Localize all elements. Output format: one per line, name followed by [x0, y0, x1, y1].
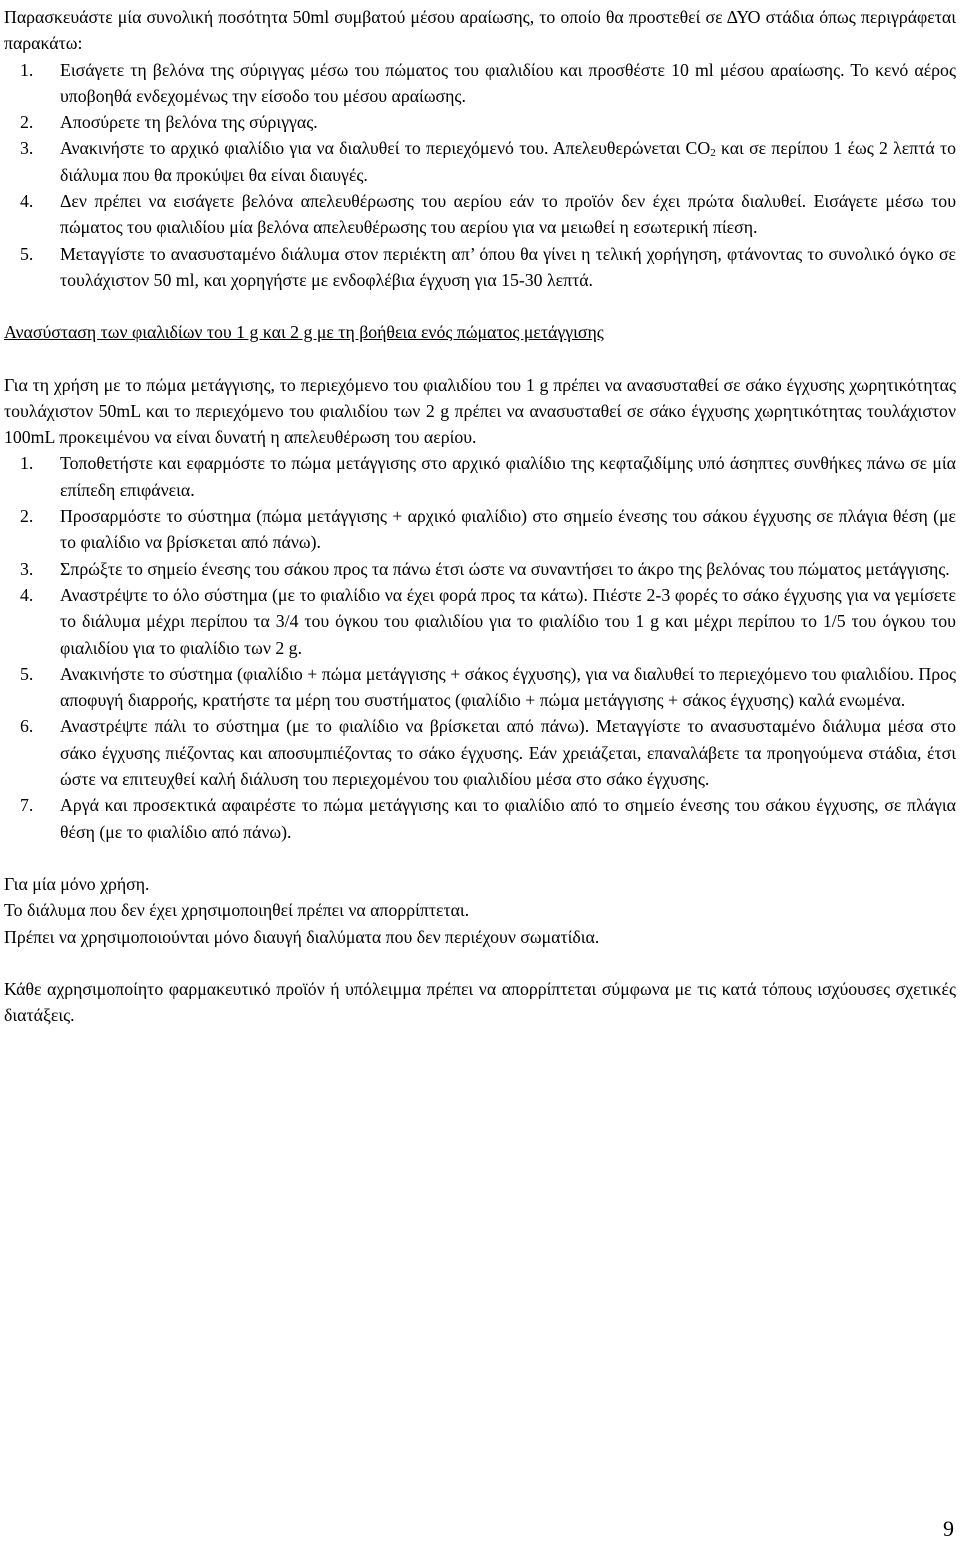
list-item: 3. Ανακινήστε το αρχικό φιαλίδιο για να διαλυθεί το περιεχόμενό του. Απελευθερώνεται $CO_2$ και σε περίπου 1 έως 2 λεπτά το διάλυμα που θα προκύψει θα είναι διαυγές. [20, 138, 956, 185]
step-text: Αποσύρετε τη βελόνα της σύριγγας. [60, 112, 318, 133]
step-text: και σε περίπου 1 έως 2 λεπτά το διάλυμα που θα προκύψει θα είναι διαυγές. [60, 138, 956, 185]
document-page [4, 4, 956, 1028]
step-text: Αναστρέψτε πάλι το σύστημα (με το φιαλίδιο να βρίσκεται από πάνω). Μεταγγίστε το ανασυσταμένο διάλυμα μέσα στο σάκο έγχυσης πιέζοντας και αποσυμπιέζοντας το σάκο έγχυσης. Εάν χρειάζεται, επαναλάβετε τα προηγούμενα στάδια, έτσι ώστε να επιτευχθεί καλή διάλυση του περιεχομένου του φιαλιδίου μέσα στο σάκο έγχυσης. [60, 716, 956, 790]
intro-paragraph: Παρασκευάστε μία συνολική ποσότητα 50ml συμβατού μέσου αραίωσης, το οποίο θα προστεθεί σε ΔΥΟ στάδια όπως περιγράφεται παρακάτω: [4, 7, 956, 54]
page-number: 9 [943, 1516, 954, 1541]
section-heading: Ανασύσταση των φιαλιδίων του 1 g και 2 g με τη βοήθεια ενός πώματος μετάγγισης [4, 322, 604, 343]
step-text: Τοποθετήστε και εφαρμόστε το πώμα μετάγγισης στο αρχικό φιαλίδιο της κεφταζιδίμης υπό άσηπτες συνθήκες πάνω σε μία επίπεδη επιφάνεια. [60, 453, 956, 500]
step-text: Σπρώξτε το σημείο ένεσης του σάκου προς τα πάνω έτσι ώστε να συναντήσει το άκρο της βελόνας του πώματος μετάγγισης. [60, 558, 950, 579]
section-paragraph: Για τη χρήση με το πώμα μετάγγισης, το περιεχόμενο του φιαλιδίου του 1 g πρέπει να ανασυσταθεί σε σάκο έγχυσης χωρητικότητας τουλάχιστον 50mL και το περιεχόμενο του φιαλιδίου των 2 g πρέπει να ανασυσταθεί σε σάκο έγχυσης χωρητικότητας τουλάχιστον 100mL προκειμένου να είναι δυνατή η απελευθέρωση του αερίου. [4, 374, 956, 448]
step-text: Μεταγγίστε το ανασυσταμένο διάλυμα στον περιέκτη απ’ όπου θα γίνει η τελική χορήγηση, φτάνοντας το συνολικό όγκο σε τουλάχιστον 50 ml, και χορηγήστε με ενδοφλέβια έγχυση για 15-30 λεπτά. [60, 243, 956, 290]
discard-note: Το διάλυμα που δεν έχει χρησιμοποιηθεί πρέπει να απορρίπτεται. [4, 900, 470, 921]
list-item: 4. Δεν πρέπει να εισάγετε βελόνα απελευθέρωσης του αερίου εάν το προϊόν δεν έχει πρώτα διαλυθεί. Εισάγετε μέσω του πώματος του φιαλιδίου μία βελόνα απελευθέρωσης του αερίου για να μειωθεί η εσωτερική πίεση. [20, 191, 956, 238]
step-text: Αργά και προσεκτικά αφαιρέστε το πώμα μετάγγισης και το φιαλίδιο από το σημείο ένεσης του σάκου έγχυσης, σε πλάγια θέση (με το φιαλίδιο από πάνω). [60, 795, 956, 842]
subscript: 2 [710, 147, 716, 160]
list-item: 5. Ανακινήστε το σύστημα (φιαλίδιο + πώμα μετάγγισης + σάκος έγχυσης), για να διαλυθεί το περιεχόμενο του φιαλιδίου. Προς αποφυγή διαρροής, κρατήστε τα μέρη του συστήματος (φιαλίδιο + πώμα μετάγγισης + σάκος έγχυσης) καλά ενωμένα. [20, 663, 956, 711]
clear-solution-note: Πρέπει να χρησιμοποιούνται μόνο διαυγή διαλύματα που δεν περιέχουν σωματίδια. [4, 926, 600, 947]
list-item: 6. Αναστρέψτε πάλι το σύστημα (με το φιαλίδιο να βρίσκεται από πάνω). Μεταγγίστε το ανασυσταμένο διάλυμα μέσα στο σάκο έγχυσης πιέζοντας και αποσυμπιέζοντας το σάκο έγχυσης. Εάν χρειάζεται, επαναλάβετε τα προηγούμενα στάδια, έτσι ώστε να επιτευχθεί καλή διάλυση του περιεχομένου του φιαλιδίου μέσα στο σάκο έγχυσης. [20, 716, 956, 790]
step-text: Ανακινήστε το αρχικό φιαλίδιο για να διαλυθεί το περιεχόμενό του. Απελευθερώνεται CO [60, 138, 711, 159]
single-use-note: Για μία μόνο χρήση. [4, 873, 150, 894]
step-text: Εισάγετε τη βελόνα της σύριγγας μέσω του πώματος του φιαλιδίου και προσθέστε 10 ml μέσου αραίωσης. Το κενό αέρος υποβοηθά ενδεχομένως την είσοδο του μέσου αραίωσης. [60, 59, 956, 106]
step-text: Δεν πρέπει να εισάγετε βελόνα απελευθέρωσης του αερίου εάν το προϊόν δεν έχει πρώτα διαλυθεί. Εισάγετε μέσω του πώματος του φιαλιδίου μία βελόνα απελευθέρωσης του αερίου για να μειωθεί η εσωτερική πίεση. [60, 191, 956, 238]
section-steps-list [4, 450, 956, 844]
list-item: 1. Εισάγετε τη βελόνα της σύριγγας μέσω του πώματος του φιαλιδίου και προσθέστε 10 ml μέσου αραίωσης. Το κενό αέρος υποβοηθά ενδεχομένως την είσοδο του μέσου αραίωσης. [20, 59, 956, 106]
list-item: 7. Αργά και προσεκτικά αφαιρέστε το πώμα μετάγγισης και το φιαλίδιο από το σημείο ένεσης του σάκου έγχυσης, σε πλάγια θέση (με το φιαλίδιο από πάνω). [20, 795, 956, 842]
list-item: 5. Μεταγγίστε το ανασυσταμένο διάλυμα στον περιέκτη απ’ όπου θα γίνει η τελική χορήγηση, φτάνοντας το συνολικό όγκο σε τουλάχιστον 50 ml, και χορηγήστε με ενδοφλέβια έγχυση για 15-30 λεπτά. [20, 243, 956, 290]
list-item: 3. Σπρώξτε το σημείο ένεσης του σάκου προς τα πάνω έτσι ώστε να συναντήσει το άκρο της βελόνας του πώματος μετάγγισης. [20, 558, 950, 579]
step-text: Αναστρέψτε το όλο σύστημα (με το φιαλίδιο να έχει φορά προς τα κάτω). Πιέστε 2-3 φορές το σάκο έγχυσης για να γεμίσετε το διάλυμα μέχρι περίπου τα 3/4 του όγκου του φιαλιδίου για το φιαλίδιο του 1 g και μέχρι περίπου το 1/5 του όγκου του φιαλιδίου για το φιαλίδιο των 2 g. [60, 584, 956, 658]
intro-steps-list [4, 57, 956, 294]
list-item: 4. Αναστρέψτε το όλο σύστημα (με το φιαλίδιο να έχει φορά προς τα κάτω). Πιέστε 2-3 φορές το σάκο έγχυσης για να γεμίσετε το διάλυμα μέχρι περίπου τα 3/4 του όγκου του φιαλιδίου για το φιαλίδιο του 1 g και μέχρι περίπου το 1/5 του όγκου του φιαλιδίου για το φιαλίδιο των 2 g. [20, 584, 956, 658]
disposal-note: Κάθε αχρησιμοποίητο φαρμακευτικό προϊόν ή υπόλειμμα πρέπει να απορρίπτεται σύμφωνα με τις κατά τόπους ισχύουσες σχετικές διατάξεις. [4, 978, 956, 1026]
list-item: 2. Προσαρμόστε το σύστημα (πώμα μετάγγισης + αρχικό φιαλίδιο) στο σημείο ένεσης του σάκου έγχυσης σε πλάγια θέση (με το φιαλίδιο να βρίσκεται από πάνω). [20, 506, 956, 553]
step-text: Ανακινήστε το σύστημα (φιαλίδιο + πώμα μετάγγισης + σάκος έγχυσης), για να διαλυθεί το περιεχόμενο του φιαλιδίου. Προς αποφυγή διαρροής, κρατήστε τα μέρη του συστήματος (φιαλίδιο + πώμα μετάγγισης + σάκος έγχυσης) καλά ενωμένα. [60, 663, 956, 711]
list-item: 2. Αποσύρετε τη βελόνα της σύριγγας. [20, 112, 318, 133]
step-text: Προσαρμόστε το σύστημα (πώμα μετάγγισης + αρχικό φιαλίδιο) στο σημείο ένεσης του σάκου έγχυσης σε πλάγια θέση (με το φιαλίδιο να βρίσκεται από πάνω). [60, 506, 956, 553]
list-item: 1. Τοποθετήστε και εφαρμόστε το πώμα μετάγγισης στο αρχικό φιαλίδιο της κεφταζιδίμης υπό άσηπτες συνθήκες πάνω σε μία επίπεδη επιφάνεια. [20, 453, 956, 500]
